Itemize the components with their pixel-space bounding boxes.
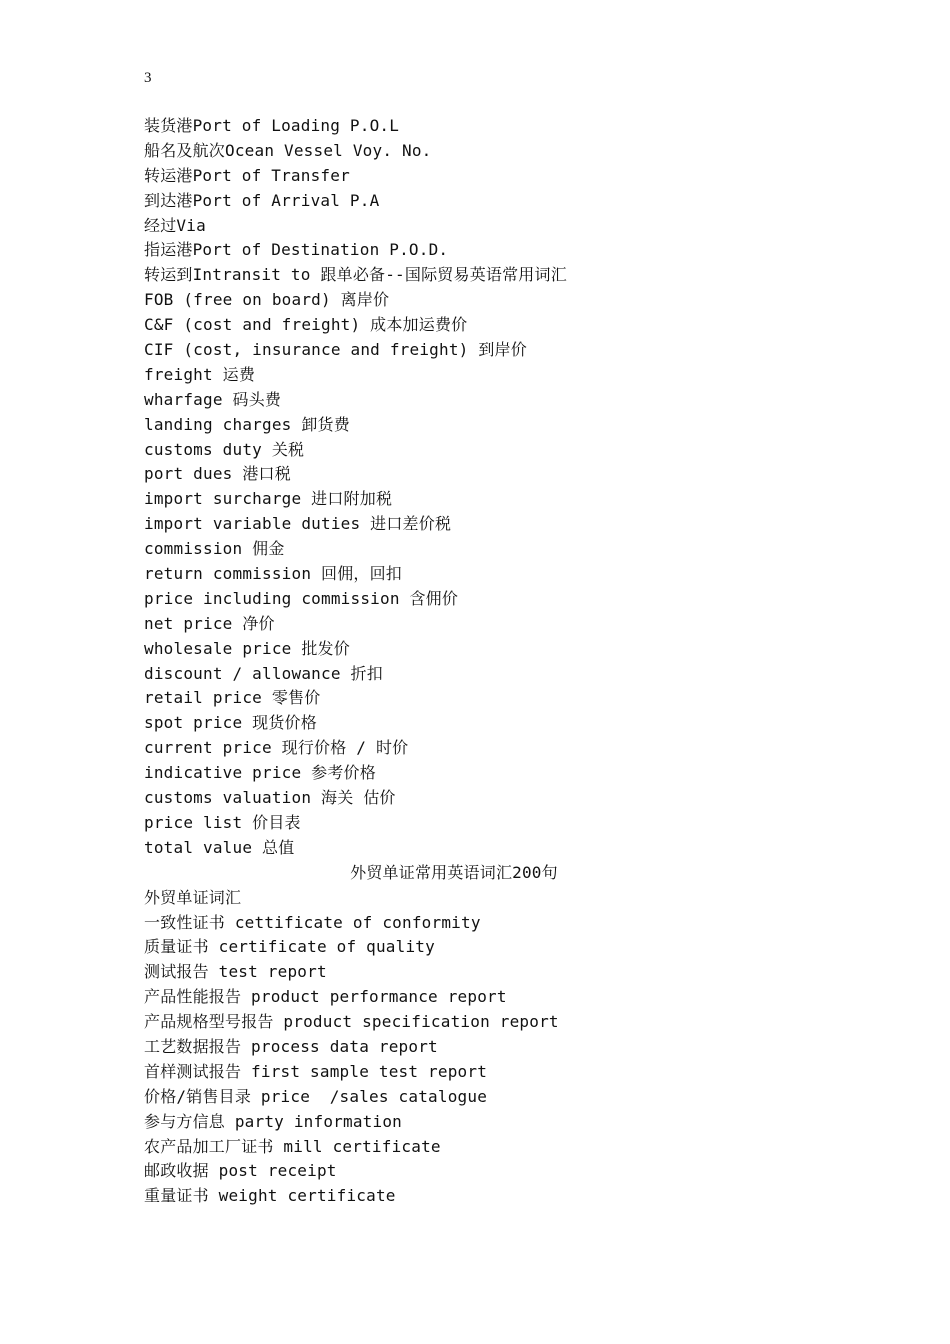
vocab-line: current price 现行价格 / 时价 [144, 738, 409, 758]
vocab-line: price list 价目表 [144, 812, 301, 832]
vocab-line: return commission 回佣，回扣 [144, 564, 402, 584]
vocab-line: 质量证书 certificate of quality [144, 937, 435, 957]
vocab-line: 装货港Port of Loading P.O.L [144, 116, 400, 135]
vocab-line: total value 总值 [144, 837, 295, 857]
document-body [144, 114, 844, 1209]
vocab-line: C&F (cost and freight) 成本加运费价 [144, 315, 468, 335]
vocab-line: 价格/销售目录 price /sales catalogue [144, 1086, 488, 1106]
vocab-line: customs duty 关税 [144, 439, 305, 459]
vocab-line: indicative price 参考价格 [144, 763, 376, 783]
page-number: 3 [144, 70, 152, 86]
vocab-line: port dues 港口税 [144, 464, 291, 484]
vocab-line: freight 运费 [144, 364, 256, 384]
vocab-line: FOB (free on board) 离岸价 [144, 290, 390, 310]
vocab-line: 首样测试报告 first sample test report [144, 1061, 488, 1081]
vocab-line: commission 佣金 [144, 539, 285, 559]
vocab-line: wholesale price 批发价 [144, 638, 350, 658]
vocab-line: 参与方信息 party information [144, 1111, 402, 1131]
vocab-line: 产品规格型号报告 product specification report [144, 1012, 559, 1032]
vocab-line: 到达港Port of Arrival P.A [144, 190, 380, 210]
vocab-line: wharfage 码头费 [144, 389, 282, 409]
vocab-line: import variable duties 进口差价税 [144, 514, 452, 534]
vocab-line: discount / allowance 折扣 [144, 663, 383, 683]
vocab-line: 产品性能报告 product performance report [144, 987, 507, 1007]
vocab-line: 指运港Port of Destination P.O.D. [144, 240, 449, 260]
vocab-line: customs valuation 海关 估价 [144, 788, 396, 808]
vocab-line: 转运港Port of Transfer [144, 165, 350, 185]
vocab-line: 经过Via [144, 215, 206, 235]
vocab-line: 重量证书 weight certificate [144, 1186, 396, 1206]
vocab-line: 工艺数据报告 process data report [144, 1036, 438, 1056]
vocab-line: 邮政收据 post receipt [144, 1161, 337, 1181]
vocab-line: 测试报告 test report [144, 962, 327, 982]
vocab-line: spot price 现货价格 [144, 713, 317, 733]
vocab-line: 外贸单证词汇 [144, 887, 242, 907]
vocab-line: 船名及航次Ocean Vessel Voy. No. [144, 140, 432, 160]
vocab-line: retail price 零售价 [144, 688, 321, 708]
vocab-line: 农产品加工厂证书 mill certificate [144, 1136, 441, 1156]
section-title: 外贸单证常用英语词汇200句 [350, 862, 558, 882]
vocab-line: 一致性证书 cettificate of conformity [144, 912, 481, 932]
vocab-line: net price 净价 [144, 613, 275, 633]
vocab-line: 转运到Intransit to 跟单必备--国际贸易英语常用词汇 [144, 265, 567, 285]
vocab-line: price including commission 含佣价 [144, 588, 459, 608]
vocab-line: CIF (cost, insurance and freight) 到岸价 [144, 340, 527, 360]
vocab-line: landing charges 卸货费 [144, 414, 350, 434]
vocab-line: import surcharge 进口附加税 [144, 489, 393, 509]
